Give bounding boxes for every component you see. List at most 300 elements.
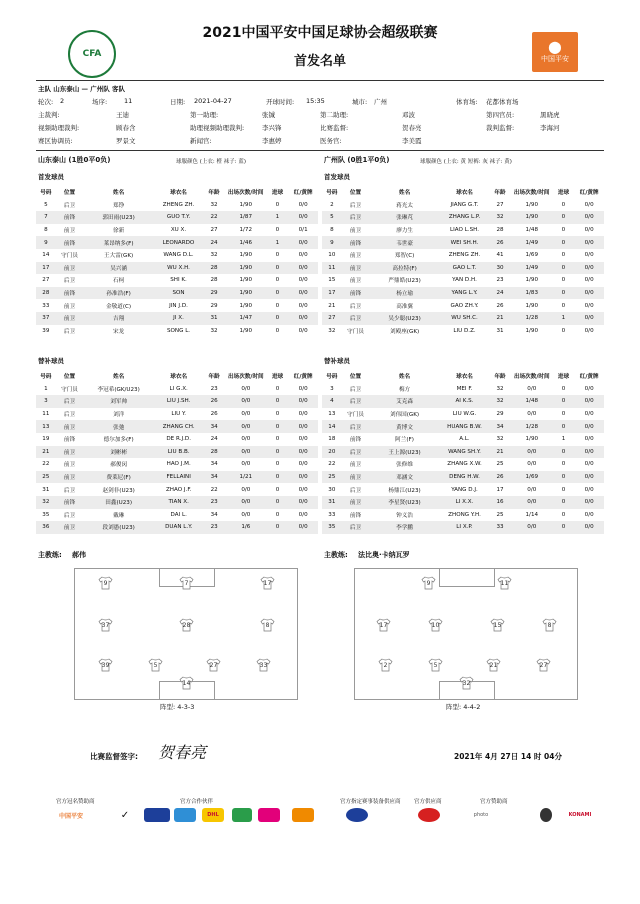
venue-label: 体育场: xyxy=(456,98,478,106)
table-cell: 0/0 xyxy=(511,446,553,459)
table-cell: 1/21 xyxy=(225,471,267,484)
table-cell: GUO T.Y. xyxy=(154,211,203,224)
table-cell: 0 xyxy=(561,411,566,418)
table-cell: 23 xyxy=(496,277,504,284)
column-header: 球衣名 xyxy=(456,374,473,381)
table-cell: 9 xyxy=(36,236,56,249)
table-cell: 18 xyxy=(328,436,336,443)
dhl-logo: DHL xyxy=(202,808,224,822)
table-cell: 杨立瑜 xyxy=(369,287,440,300)
table-cell: 0 xyxy=(553,262,575,275)
shirt-number: 9 xyxy=(103,579,108,587)
column-header: 出场次数/时间 xyxy=(513,190,550,197)
shirt-number: 5 xyxy=(153,661,158,669)
player-shirt-icon xyxy=(206,658,221,672)
table-cell: 0/0 xyxy=(288,312,318,325)
table-cell: 前卫 xyxy=(63,462,76,469)
table-cell: 蒋光太 xyxy=(396,202,413,209)
table-cell: 0/0 xyxy=(288,262,318,275)
column-header: 年龄 xyxy=(494,374,506,381)
table-cell: 0/0 xyxy=(584,486,594,493)
table-row xyxy=(322,509,604,522)
table-cell: 22 xyxy=(203,211,225,224)
table-cell: 0 xyxy=(561,511,566,518)
venue-value: 花都体育场 xyxy=(486,98,519,106)
table-cell: 后卫 xyxy=(63,412,76,419)
table-cell: 王上源(U23) xyxy=(369,446,439,459)
table-cell: 杨鼎江(U23) xyxy=(388,487,421,494)
table-cell: 0 xyxy=(275,385,280,392)
table-cell: 25 xyxy=(322,471,342,484)
table-cell: 前锋 xyxy=(349,437,362,444)
table-cell: 0 xyxy=(267,471,289,484)
table-cell: 0/0 xyxy=(298,277,308,284)
table-cell: 0 xyxy=(275,252,280,259)
photo-logo: photo xyxy=(473,812,489,818)
table-cell: 0 xyxy=(275,486,280,493)
table-cell: 24 xyxy=(210,436,218,443)
table-cell: 26 xyxy=(203,395,225,408)
table-cell: 1/6 xyxy=(225,521,267,534)
table-row xyxy=(322,312,604,325)
table-cell: 29 xyxy=(496,411,504,418)
table-cell: 1/14 xyxy=(525,511,539,518)
signature-label: 比赛监督签字: xyxy=(90,752,138,761)
table-cell: 孙准浩(F) xyxy=(83,287,154,300)
kickoff-label: 开球时间: xyxy=(266,98,295,106)
medical-label: 医务官: xyxy=(320,137,342,145)
table-cell: 3 xyxy=(330,385,334,392)
table-cell: 0/0 xyxy=(298,511,308,518)
table-cell: 前卫 xyxy=(349,278,362,285)
table-row xyxy=(36,433,318,446)
column-header: 出场次数/时间 xyxy=(228,374,264,381)
ref-supervisor-value: 李海河 xyxy=(540,124,560,132)
table-cell: 后卫 xyxy=(342,395,370,408)
table-cell: 钟义浩 xyxy=(396,512,413,519)
table-cell: 0/0 xyxy=(574,420,604,433)
table-cell: 0/0 xyxy=(584,201,594,208)
table-cell: 0 xyxy=(553,236,575,249)
kickoff-value: 15:35 xyxy=(306,97,325,105)
player-shirt-icon xyxy=(428,618,443,632)
table-cell: 刘殿座(GK) xyxy=(390,328,420,335)
table-cell: 后卫 xyxy=(342,446,370,459)
shirt-number: 27 xyxy=(209,661,218,669)
column-header: 出场次数/时间 xyxy=(513,374,550,381)
table-cell: 0/0 xyxy=(574,521,604,534)
table-cell: 石柯 xyxy=(112,278,125,285)
home-starters-table xyxy=(36,186,318,337)
table-cell: 21 xyxy=(489,446,511,459)
table-cell: 8 xyxy=(330,227,334,234)
table-cell: 32 xyxy=(496,436,504,443)
table-cell: 27 xyxy=(322,312,342,325)
column-header: 号码 xyxy=(40,374,52,381)
table-cell: WU SH.C. xyxy=(440,312,489,325)
table-cell: 郝俊闵 xyxy=(110,462,128,469)
column-header: 进球 xyxy=(271,374,284,381)
table-cell: 0/0 xyxy=(574,262,604,275)
table-cell: 25 xyxy=(496,511,504,518)
table-cell: 1/90 xyxy=(525,201,539,208)
table-row xyxy=(322,236,604,249)
table-cell: 德尔加多(F) xyxy=(103,437,134,444)
table-cell: 1/69 xyxy=(511,471,553,484)
divider xyxy=(36,80,604,81)
home-coach-label: 主教练: xyxy=(38,551,62,559)
table-cell: ZHONG Y.H. xyxy=(448,511,481,518)
table-cell: 后卫 xyxy=(342,211,370,224)
shirt-number: 21 xyxy=(489,661,498,669)
table-cell: 23 xyxy=(210,385,218,392)
table-cell: XU X. xyxy=(170,227,187,234)
table-cell: 0 xyxy=(561,385,566,392)
table-cell: 段刘愚(U23) xyxy=(83,521,154,534)
table-cell: 前卫 xyxy=(342,262,370,275)
sponsor-logo xyxy=(174,808,196,822)
column-header: 出场次数/时间 xyxy=(227,190,264,197)
saic-logo xyxy=(144,808,170,822)
table-row xyxy=(36,383,318,396)
table-row xyxy=(322,274,604,287)
table-cell: 后卫 xyxy=(349,386,362,393)
table-cell: 0/0 xyxy=(527,486,537,493)
shirt-number: 7 xyxy=(184,579,189,587)
shirt-number: 33 xyxy=(259,661,268,669)
column-header: 号码 xyxy=(40,190,52,197)
shirt-number: 9 xyxy=(426,579,431,587)
table-row xyxy=(36,287,318,300)
column-header: 姓名 xyxy=(113,374,125,381)
table-row xyxy=(36,408,318,421)
table-cell: DAI L. xyxy=(170,511,187,518)
table-cell: 0/0 xyxy=(574,471,604,484)
table-cell: 0/0 xyxy=(584,385,594,392)
sponsor-label: 官方指定赛事装备供应商 xyxy=(340,799,401,805)
player-shirt-icon xyxy=(428,658,443,672)
table-cell: 27 xyxy=(42,277,50,284)
table-cell: 0 xyxy=(553,211,575,224)
table-cell: 34 xyxy=(210,461,218,468)
table-cell: 0/0 xyxy=(288,420,318,433)
column-header: 年龄 xyxy=(494,190,506,197)
table-cell: 1/90 xyxy=(239,277,253,284)
player-shirt-icon xyxy=(256,658,271,672)
table-cell: 1/90 xyxy=(239,252,253,259)
table-cell: 8 xyxy=(44,227,48,234)
table-row xyxy=(36,224,318,237)
column-header: 姓名 xyxy=(398,190,411,197)
table-cell: 28 xyxy=(36,287,56,300)
table-cell: 0/0 xyxy=(511,521,553,534)
table-cell: 1/90 xyxy=(225,262,267,275)
table-cell: 32 xyxy=(328,327,336,334)
table-cell: 31 xyxy=(42,486,50,493)
player-shirt-icon xyxy=(260,576,275,590)
away-coach-name: 法比奥·卡纳瓦罗 xyxy=(358,551,410,559)
shirt-number: 17 xyxy=(263,579,272,587)
column-header: 年龄 xyxy=(208,190,220,197)
table-row xyxy=(36,274,318,287)
table-cell: 32 xyxy=(36,496,56,509)
table-cell: LI G.X. xyxy=(169,385,188,392)
column-header: 位置 xyxy=(349,190,362,197)
table-cell: 徐新 xyxy=(112,228,125,235)
table-cell: 后卫 xyxy=(56,395,84,408)
table-row xyxy=(322,433,604,446)
table-cell: 前卫 xyxy=(56,420,84,433)
table-cell: 37 xyxy=(36,312,56,325)
table-cell: 0/0 xyxy=(574,236,604,249)
table-cell: 守门员 xyxy=(347,328,364,335)
table-row xyxy=(36,446,318,459)
pingan-logo: ⬤ 中国平安 xyxy=(532,32,578,72)
table-cell: 黄博文 xyxy=(369,420,439,433)
penalty-box xyxy=(439,568,495,587)
sponsor-logo xyxy=(232,808,252,822)
table-cell: 前卫 xyxy=(349,228,362,235)
table-row xyxy=(322,496,604,509)
table-cell: 1/90 xyxy=(525,327,539,334)
table-cell: TIAN X. xyxy=(154,496,203,509)
signature-datetime: 2021年 4月 27日 14 时 04分 xyxy=(454,752,562,761)
table-cell: 后卫 xyxy=(63,278,76,285)
table-cell: 0 xyxy=(267,395,289,408)
home-subs-label: 替补球员 xyxy=(38,357,64,365)
table-cell: 张琳芃 xyxy=(369,211,440,224)
shirt-number: 17 xyxy=(379,621,388,629)
shirt-number: 8 xyxy=(265,621,270,629)
pingan-sponsor-logo: 中国平安 xyxy=(58,812,83,820)
player-shirt-icon xyxy=(179,576,194,590)
table-cell: 1 xyxy=(267,236,289,249)
table-cell: 郑铮 xyxy=(112,202,125,209)
table-cell: 20 xyxy=(322,446,342,459)
table-cell: 1/90 xyxy=(225,287,267,300)
table-cell: 17 xyxy=(36,262,56,275)
table-cell: 21 xyxy=(328,302,336,309)
player-shirt-icon xyxy=(179,618,194,632)
table-cell: 前锋 xyxy=(349,512,362,519)
table-cell: 0/0 xyxy=(225,446,267,459)
table-cell: 前卫 xyxy=(342,471,370,484)
press-officer-label: 新闻官: xyxy=(190,137,212,145)
table-cell: 29 xyxy=(203,287,225,300)
table-cell: 田鑫(U23) xyxy=(83,496,154,509)
table-cell: 17 xyxy=(496,486,504,493)
table-cell: LIU W.G. xyxy=(452,411,477,418)
table-cell: 33 xyxy=(328,511,336,518)
table-cell: 0/0 xyxy=(584,511,594,518)
table-cell: 1/46 xyxy=(225,236,267,249)
sponsor-logo xyxy=(346,808,368,822)
table-cell: 后卫 xyxy=(63,328,76,335)
fourth-value: 黑晓虎 xyxy=(540,111,560,119)
city-value: 广州 xyxy=(374,98,387,106)
table-cell: 0/0 xyxy=(511,496,553,509)
match-supervisor-value: 贺春亮 xyxy=(402,124,422,132)
table-cell: 0/0 xyxy=(288,211,318,224)
table-row xyxy=(322,383,604,396)
shirt-number: 8 xyxy=(547,621,552,629)
table-row xyxy=(36,262,318,275)
table-cell: 0 xyxy=(267,446,289,459)
home-formation-pitch xyxy=(74,568,298,700)
table-cell: 0 xyxy=(275,461,280,468)
table-row xyxy=(36,521,318,534)
table-cell: 0 xyxy=(561,461,566,468)
table-row xyxy=(36,420,318,433)
table-row xyxy=(36,458,318,471)
table-cell: 23 xyxy=(203,521,225,534)
table-cell: 22 xyxy=(42,461,50,468)
table-row xyxy=(36,325,318,338)
table-cell: 39 xyxy=(42,327,50,334)
table-cell: AI K.S. xyxy=(440,395,489,408)
table-cell: 1/90 xyxy=(525,277,539,284)
table-cell: 13 xyxy=(36,420,56,433)
table-cell: 0/0 xyxy=(574,312,604,325)
table-row xyxy=(322,325,604,338)
table-cell: FELLAINI xyxy=(154,471,203,484)
table-cell: 16 xyxy=(489,496,511,509)
table-cell: 前卫 xyxy=(63,303,76,310)
table-cell: 14 xyxy=(322,420,342,433)
coordinator-value: 罗景文 xyxy=(116,137,136,145)
table-cell: 33 xyxy=(42,302,50,309)
table-cell: 0/0 xyxy=(584,461,594,468)
table-cell: 0 xyxy=(561,227,566,234)
shirt-number: 32 xyxy=(462,679,471,687)
ref-supervisor-label: 裁判监督: xyxy=(486,124,515,132)
table-row xyxy=(36,236,318,249)
table-cell: 后卫 xyxy=(349,487,362,494)
table-cell: 0/0 xyxy=(288,287,318,300)
table-cell: DE R.J.D. xyxy=(166,436,191,443)
table-cell: 0 xyxy=(561,302,566,309)
player-shirt-icon xyxy=(98,618,113,632)
table-cell: 0 xyxy=(561,201,566,208)
referee-value: 王迪 xyxy=(116,111,129,119)
table-cell: 前卫 xyxy=(56,471,84,484)
table-cell: 吉翔 xyxy=(83,312,154,325)
away-team-name: 广州队 (0胜1平0负) xyxy=(324,156,390,164)
table-cell: 26 xyxy=(496,302,504,309)
table-cell: 刘伟国(GK) xyxy=(389,412,420,419)
table-cell: 32 xyxy=(489,211,511,224)
table-cell: 15 xyxy=(328,277,336,284)
player-shirt-icon xyxy=(421,576,436,590)
table-cell: 前卫 xyxy=(56,262,84,275)
table-cell: 后卫 xyxy=(63,487,76,494)
table-cell: LI X.P. xyxy=(440,521,489,534)
table-cell: 莱昂纳多(F) xyxy=(83,236,154,249)
table-cell: 金敬道(C) xyxy=(106,303,132,310)
table-cell: 0/0 xyxy=(298,436,308,443)
table-cell: 0/0 xyxy=(298,461,308,468)
table-cell: 0/0 xyxy=(225,496,267,509)
table-cell: 1/48 xyxy=(525,227,539,234)
table-cell: 1/72 xyxy=(239,227,253,234)
table-cell: WANG SH.Y. xyxy=(440,446,489,459)
table-row xyxy=(322,420,604,433)
table-cell: 高拉特(F) xyxy=(369,262,440,275)
table-cell: 刘彬彬 xyxy=(83,446,154,459)
teams-line: 主队 山东泰山 — 广州队 客队 xyxy=(38,85,126,93)
player-shirt-icon xyxy=(260,618,275,632)
table-cell: 11 xyxy=(42,411,50,418)
table-cell: 21 xyxy=(489,312,511,325)
fourth-label: 第四官员: xyxy=(486,111,515,119)
table-cell: 1/28 xyxy=(511,420,553,433)
table-cell: WU X.H. xyxy=(154,262,203,275)
table-cell: 31 xyxy=(496,327,504,334)
table-cell: 0 xyxy=(275,511,280,518)
table-row xyxy=(36,312,318,325)
divider xyxy=(36,150,604,151)
away-subs-label: 替补球员 xyxy=(324,357,350,365)
table-cell: 0 xyxy=(553,521,575,534)
page-subtitle: 首发名单 xyxy=(293,54,346,69)
table-cell: SON xyxy=(154,287,203,300)
table-cell: 0/0 xyxy=(298,385,308,392)
table-cell: ZHANG L.P. xyxy=(440,211,489,224)
player-shirt-icon xyxy=(98,658,113,672)
table-cell: 0/0 xyxy=(288,496,318,509)
table-cell: 郭田雨(U23) xyxy=(83,211,154,224)
sponsor-logo xyxy=(418,808,440,822)
table-cell: 0/0 xyxy=(298,201,308,208)
table-cell: 0 xyxy=(553,471,575,484)
match-value: 11 xyxy=(124,97,133,105)
sponsor-label: 官方合作伙伴 xyxy=(180,799,214,805)
shirt-number: 2 xyxy=(383,661,388,669)
table-row xyxy=(36,471,318,484)
table-cell: 严鼎皓(U23) xyxy=(388,278,421,285)
table-cell: 0/0 xyxy=(584,227,594,234)
away-starters-label: 首发球员 xyxy=(324,173,350,181)
table-cell: 前卫 xyxy=(56,312,84,325)
table-cell: 0 xyxy=(267,496,289,509)
table-cell: 0/0 xyxy=(225,395,267,408)
ar2-value: 邓波 xyxy=(402,111,415,119)
table-cell: 17 xyxy=(322,287,342,300)
supervisor-signature: 贺春亮 xyxy=(158,743,207,762)
table-cell: 0/0 xyxy=(574,211,604,224)
table-cell: 0 xyxy=(267,420,289,433)
table-cell: 张弛 xyxy=(83,420,154,433)
cfa-logo: CFA xyxy=(68,30,116,78)
table-cell: 1/87 xyxy=(225,211,267,224)
table-row xyxy=(36,299,318,312)
table-row xyxy=(322,224,604,237)
table-cell: 0/0 xyxy=(241,385,251,392)
avar-label: 助理视频助理裁判: xyxy=(190,124,245,132)
table-cell: 0/0 xyxy=(574,287,604,300)
table-cell: 0/0 xyxy=(241,486,251,493)
table-cell: 吴少聪(U23) xyxy=(369,312,440,325)
table-cell: 前锋 xyxy=(342,287,370,300)
sponsor-logo xyxy=(258,808,280,822)
table-cell: 0/0 xyxy=(288,521,318,534)
table-cell: 0/0 xyxy=(298,252,308,259)
table-cell: 戴琳 xyxy=(113,512,125,519)
sponsor-label: 官方冠名赞助商 xyxy=(56,799,95,805)
table-cell: 36 xyxy=(36,521,56,534)
table-cell: 1 xyxy=(553,312,575,325)
table-cell: 0 xyxy=(275,302,280,309)
